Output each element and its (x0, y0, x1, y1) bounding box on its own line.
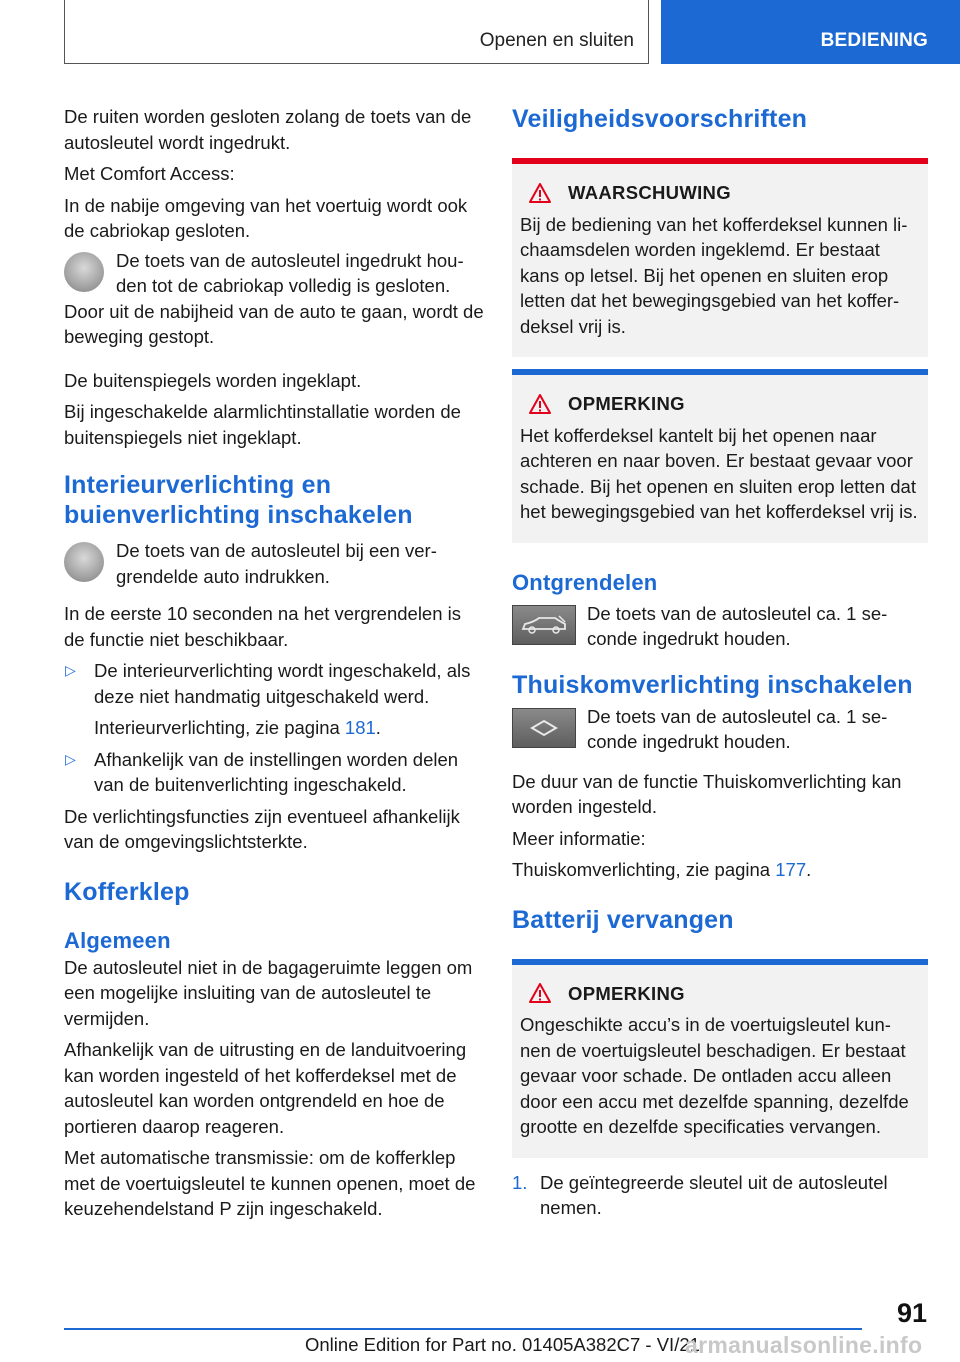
paragraph: De autosleutel niet in de bagageruimte leggen om een mogelijke insluiting van de autosleutel te vermijden. (64, 956, 473, 1029)
numbered-step (512, 1170, 928, 1221)
warning-triangle-icon (528, 982, 552, 1004)
chapter-title: BEDIENING (820, 30, 928, 51)
paragraph: In de nabije omgeving van het voertuig wordt ook de cabriokap gesloten. (64, 194, 468, 241)
page-reference: Interieurverlichting, zie pagina 181. (94, 717, 381, 738)
paragraph: De buitenspiegels worden ingeklapt. (64, 369, 362, 391)
list-item: ▷ Afhankelijk van de instellingen worden delen van de buitenverlichting ingeschakeld. (65, 748, 459, 795)
warning-text: Bij de bediening van het kofferdeksel kunnen li-chaamsdelen worden ingeklemd. Er bestaat kans op letsel. Bij het openen en sluiten erop letten dat het bewegingsgebied van het koffer-deksel vrij is. (520, 213, 908, 337)
watermark: armanualsonline.info (685, 1332, 923, 1358)
step-number: 1. (512, 1171, 528, 1193)
instruction-text: De toets van de autosleutel ca. 1 se-conde ingedrukt houden. (587, 602, 888, 649)
paragraph: Met Comfort Access: (64, 163, 235, 184)
triangle-bullet-icon: ▷ (65, 662, 76, 678)
header-section-tab (64, 0, 649, 64)
paragraph: Meer informatie: (512, 827, 646, 849)
note-text: Het kofferdeksel kantelt bij het openen naar achteren en naar boven. Er bestaat gevaar voor schade. Bij het openen en sluiten erop letten dat het bewegingsgebied van het kofferdeksel vrij is. (520, 424, 918, 522)
key-instruction-row (64, 538, 484, 589)
note-text: Ongeschikte accu’s in de voertuigsleutel kun-nen de voertuigsleutel beschadigen. Er bestaat gevaar voor schade. De ontladen accu alleen door een accu met dezelfde spanning, dezelfde grootte en dezelfde specificaties vervangen. (520, 1014, 909, 1137)
paragraph: Bij ingeschakelde alarmlichtinstallatie worden de buitenspiegels niet ingeklapt. (64, 401, 461, 448)
page-link-177[interactable]: 177 (775, 859, 807, 880)
warning-triangle-icon (528, 393, 552, 415)
warning-triangle-icon (528, 182, 552, 204)
paragraph: In de eerste 10 seconden na het vergrendelen is de functie niet beschikbaar. (64, 603, 462, 650)
note-header: OPMERKING (520, 391, 920, 417)
key-instruction-row (512, 704, 928, 755)
light-button-icon (512, 708, 576, 748)
footer-divider (64, 1328, 862, 1330)
heading-ontgrendelen: Ontgrendelen (512, 569, 658, 595)
step-text: De geïntegreerde sleutel uit de autosleutel nemen. (540, 1171, 888, 1218)
page-reference: Thuiskomverlichting, zie pagina 177. (512, 859, 812, 880)
heading-thuiskomverlichting: Thuiskomverlichting inschakelen (512, 670, 913, 699)
header-chapter-tab (661, 0, 960, 64)
footer-edition: Online Edition for Part no. 01405A382C7 - VI/21 (305, 1334, 700, 1355)
list-item: ▷ De interieurverlichting wordt ingeschakeld, als deze niet handmatig uitgeschakeld werd. Interieurverlichting, zie pagina 181. (64, 658, 484, 741)
paragraph: De ruiten worden gesloten zolang de toets van de autosleutel wordt ingedrukt. (64, 106, 472, 153)
instruction-text: De toets van de autosleutel bij een ver-grendelde auto indrukken. (116, 540, 437, 587)
instruction-text: De toets van de autosleutel ca. 1 se-conde ingedrukt houden. (587, 705, 888, 752)
warning-header: WAARSCHUWING (520, 180, 920, 206)
paragraph: Met automatische transmissie: om de kofferklep met de voertuigsleutel te kunnen openen, moet de keuzehendelstand P zijn ingeschakeld. (64, 1147, 476, 1219)
right-column (512, 104, 928, 1221)
heading-veiligheid: Veiligheidsvoorschriften (512, 105, 808, 133)
triangle-bullet-icon: ▷ (65, 750, 76, 767)
paragraph: De verlichtingsfuncties zijn eventueel afhankelijk van de omgevingslichtsterkte. (64, 805, 460, 852)
paragraph: Afhankelijk van de uitrusting en de landuitvoering kan worden ingesteld of het kofferdeksel met de autosleutel kan worden ontgrendeld en hoe de portieren daarop reageren. (64, 1039, 467, 1137)
bmw-key-icon (64, 252, 104, 292)
section-title: Openen en sluiten (479, 30, 634, 51)
note-box (512, 369, 928, 543)
note-header: OPMERKING (520, 981, 920, 1007)
paragraph: Door uit de nabijheid van de auto te gaan, wordt de beweging gestopt. (64, 300, 484, 347)
warning-box (512, 158, 928, 357)
bmw-key-icon (64, 542, 104, 582)
instruction-text: De toets van de autosleutel ingedrukt hou-den tot de cabriokap volledig is gesloten. (116, 249, 464, 296)
heading-batterij: Batterij vervangen (512, 905, 734, 934)
key-instruction-row (512, 601, 928, 652)
left-column (64, 104, 484, 1228)
heading-interior-lighting: Interieurverlichting en buienverlichting inschakelen (64, 471, 413, 529)
paragraph: De duur van de functie Thuiskomverlichting kan worden ingesteld. (512, 770, 902, 817)
heading-algemeen: Algemeen (64, 927, 171, 953)
key-instruction-row (64, 248, 484, 299)
note-box (512, 959, 928, 1158)
page-number: 91 (896, 1298, 927, 1328)
page-link-181[interactable]: 181 (344, 717, 376, 738)
heading-kofferklep: Kofferklep (64, 877, 190, 906)
trunk-button-icon (512, 605, 576, 645)
